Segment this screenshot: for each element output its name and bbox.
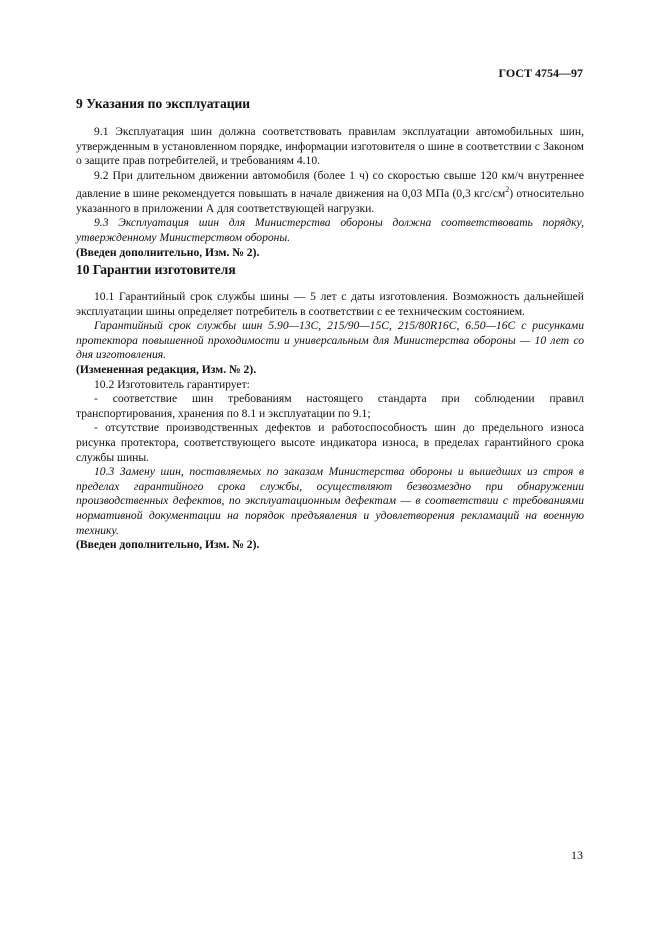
para-9-2 xyxy=(76,169,584,217)
para-9-2-text-a: 9.2 При длительном движении автомобиля (более 1 ч) со скоростью свыше 120 км/ч внутреннее давление в шине рекомендуется повышать в начале движения на 0,03 МПа (0,3 кгс/см xyxy=(76,168,584,201)
amendment-note-9: (Введен дополнительно, Изм. № 2). xyxy=(76,245,260,259)
para-10-2: 10.2 Изготовитель гарантирует: xyxy=(94,377,250,391)
para-10-1: 10.1 Гарантийный срок службы шины — 5 лет с даты изготовления. Возможность дальнейшей эксплуатации шины определяет потребитель в соответствии с ее техническим состоянием. xyxy=(76,290,584,318)
para-10-2-item-a: - соответствие шин требованиям настоящего стандарта при соблюдении правил транспортирования, хранения по 8.1 и эксплуатации по 9.1; xyxy=(76,392,584,420)
section-9-title: 9 Указания по эксплуатации xyxy=(76,96,251,111)
document-header: ГОСТ 4754—97 xyxy=(498,66,583,80)
para-9-2-text-b: ) относительно указанного в приложении А для соответствующей нагрузки. xyxy=(76,187,584,215)
page-number: 13 xyxy=(571,848,583,862)
amendment-note-10-3: (Введен дополнительно, Изм. № 2). xyxy=(76,538,260,552)
para-9-1-text: 9.1 Эксплуатация шин должна соответствовать правилам эксплуатации автомобильных шин, утвержденным в установленном порядке, информации изготовителя о шине в соответствии с Законом о защите прав потребителей, и требованиям 4.10. xyxy=(76,125,584,168)
amendment-note-10-1: (Измененная редакция, Изм. № 2). xyxy=(76,362,257,376)
para-10-3: 10.3 Замену шин, поставляемых по заказам Министерства обороны и вышедших из строя в пределах гарантийного срока службы, осуществляют безвозмездно при обнаружении производственных дефектов, по эксплуатационным дефектам — в соответствии с требованиями нормативной документации на порядок предъявления и удовлетворения рекламаций на военную технику. xyxy=(76,465,584,537)
section-9-body xyxy=(76,125,584,260)
para-9-3: 9.3 Эксплуатация шин для Министерства обороны должна соответствовать порядку, утвержденному Министерством обороны. xyxy=(76,216,584,245)
para-10-1-italic: Гарантийный срок службы шин 5.90—13С, 215/90—15С, 215/80R16C, 6.50—16С с рисунками протектора повышенной проходимости и универсальным для Министерства обороны — 10 лет со дня изготовления. xyxy=(76,319,584,362)
para-9-2-superscript: 2 xyxy=(505,185,510,195)
para-9-1 xyxy=(76,125,584,169)
section-10-title: 10 Гарантии изготовителя xyxy=(76,262,236,277)
section-10-body xyxy=(76,290,584,553)
para-10-2-item-b: - отсутствие производственных дефектов и работоспособность шин до предельного износа рисунка протектора, соответствующего высоте индикатора износа, в пределах гарантийного срока службы шины. xyxy=(76,421,584,464)
